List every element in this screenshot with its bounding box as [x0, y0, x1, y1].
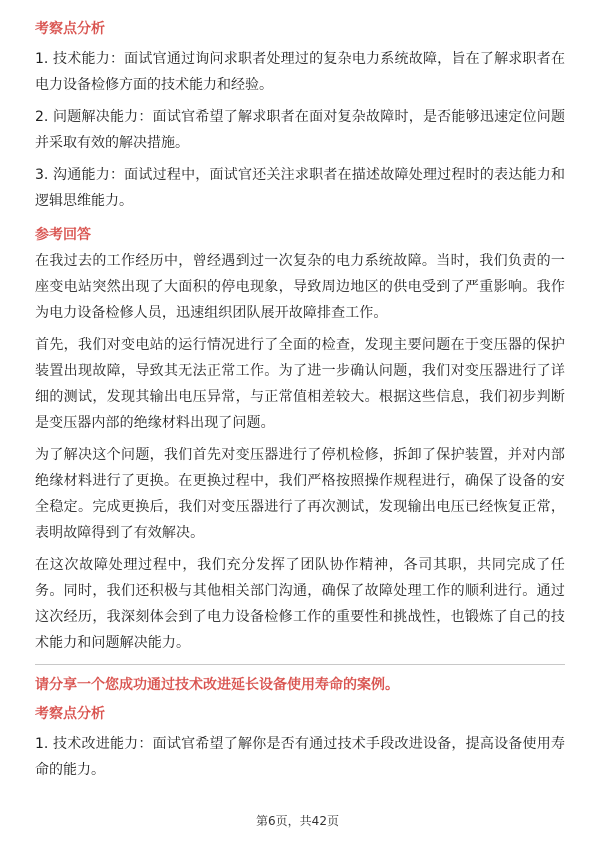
page-number: 第6页，共42页: [256, 814, 339, 828]
section-divider: [35, 664, 565, 665]
answer-heading: 参考回答: [35, 227, 91, 243]
interview-question: 请分享一个您成功通过技术改进延长设备使用寿命的案例。: [35, 677, 399, 693]
answer-paragraph: 为了解决这个问题，我们首先对变压器进行了停机检修，拆卸了保护装置，并对内部绝缘材料进行了更换。在更换过程中，我们严格按照操作规程进行，确保了设备的安全稳定。完成更换后，我们对变压器进行了再次测试，发现输出电压已经恢复正常，表明故障得到了有效解决。: [35, 447, 565, 541]
document-page: [35, 20, 565, 789]
answer-paragraph: 在我过去的工作经历中，曾经遇到过一次复杂的电力系统故障。当时，我们负责的一座变电站突然出现了大面积的停电现象，导致周边地区的供电受到了严重影响。我作为电力设备检修人员，迅速组织团队展开故障排查工作。: [35, 253, 565, 321]
analysis-point: 1. 技术改进能力：面试官希望了解你是否有通过技术手段改进设备，提高设备使用寿命的能力。: [35, 736, 565, 778]
analysis-point: 3. 沟通能力：面试过程中，面试官还关注求职者在描述故障处理过程时的表达能力和逻辑思维能力。: [35, 167, 565, 209]
analysis-point: 1. 技术能力：面试官通过询问求职者处理过的复杂电力系统故障，旨在了解求职者在电力设备检修方面的技术能力和经验。: [35, 51, 565, 93]
analysis-heading: 考察点分析: [35, 21, 105, 37]
analysis-point: 2. 问题解决能力：面试官希望了解求职者在面对复杂故障时，是否能够迅速定位问题并采取有效的解决措施。: [35, 109, 565, 151]
analysis-heading: 考察点分析: [35, 706, 105, 722]
answer-paragraph: 在这次故障处理过程中，我们充分发挥了团队协作精神，各司其职，共同完成了任务。同时，我们还积极与其他相关部门沟通，确保了故障处理工作的顺利进行。通过这次经历，我深刻体会到了电力设备检修工作的重要性和挑战性，也锻炼了自己的技术能力和问题解决能力。: [35, 557, 565, 651]
answer-paragraph: 首先，我们对变电站的运行情况进行了全面的检查，发现主要问题在于变压器的保护装置出现故障，导致其无法正常工作。为了进一步确认问题，我们对变压器进行了详细的测试，发现其输出电压异常，与正常值相差较大。根据这些信息，我们初步判断是变压器内部的绝缘材料出现了问题。: [35, 337, 565, 431]
